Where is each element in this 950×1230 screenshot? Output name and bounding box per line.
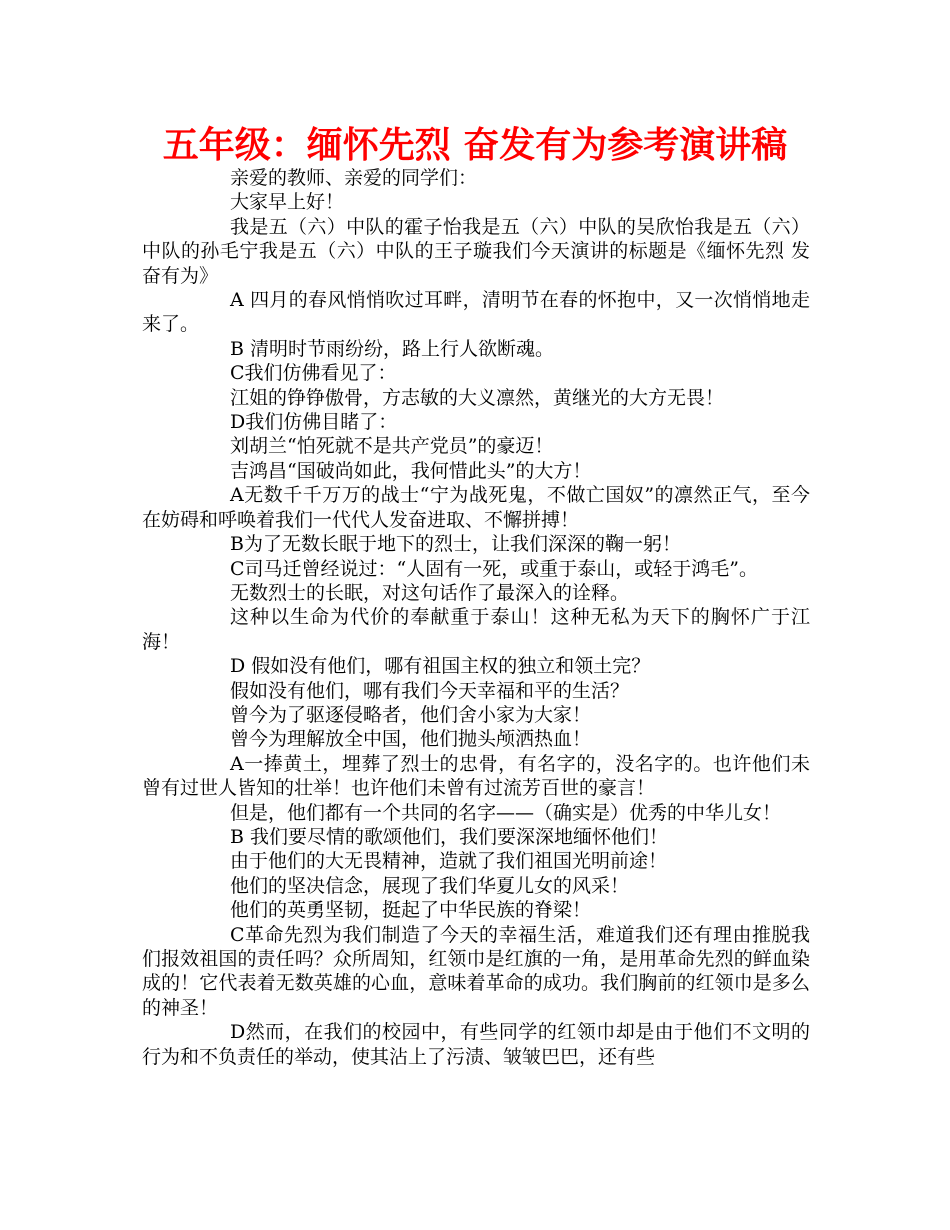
- paragraph: A无数千千万万的战士“宁为战死鬼，不做亡国奴”的凛然正气，至今在妨碍和呼唤着我们一代代人发奋进取、不懈拼搏！: [142, 484, 810, 531]
- paragraph: D 假如没有他们，哪有祖国主权的独立和领土完？: [230, 655, 651, 678]
- paragraph: 无数烈士的长眠，对这句话作了最深入的诠释。: [230, 581, 630, 604]
- paragraph: 江姐的铮铮傲骨，方志敏的大义凛然，黄继光的大方无畏！: [230, 386, 725, 409]
- paragraph: 我是五（六）中队的霍子怡我是五（六）中队的吴欣怡我是五（六）中队的孙毛宁我是五（六）中队的王子璇我们今天演讲的标题是《缅怀先烈 发奋有为》: [142, 215, 810, 287]
- paragraph: 吉鸿昌“国破尚如此，我何惜此头”的大方！: [230, 459, 592, 482]
- paragraph: 曾今为理解放全中国，他们抛头颅洒热血！: [230, 728, 592, 751]
- paragraph: C革命先烈为我们制造了今天的幸福生活，难道我们还有理由推脱我们报效祖国的责任吗？众所周知，红领巾是红旗的一角，是用革命先烈的鲜血染成的！它代表着无数英雄的心血，意味着革命的成功。我们胸前的红领巾是多么的神圣！: [142, 923, 810, 1019]
- document-title: 五年级：缅怀先烈 奋发有为参考演讲稿: [162, 125, 788, 166]
- paragraph: B 清明时节雨纷纷，路上行人欲断魂。: [230, 337, 555, 360]
- paragraph: 他们的英勇坚韧，挺起了中华民族的脊梁！: [230, 899, 592, 922]
- paragraph: 但是，他们都有一个共同的名字——（确实是）优秀的中华儿女！: [230, 801, 782, 824]
- paragraph: 曾今为了驱逐侵略者，他们舍小家为大家！: [230, 703, 592, 726]
- paragraph: D然而，在我们的校园中，有些同学的红领巾却是由于他们不文明的行为和不负责任的举动，使其沾上了污渍、皱皱巴巴，还有些: [142, 1021, 810, 1068]
- paragraph: 刘胡兰“怕死就不是共产党员”的豪迈！: [230, 435, 554, 458]
- paragraph: B为了无数长眠于地下的烈士，让我们深深的鞠一躬！: [230, 533, 681, 556]
- paragraph: C司马迁曾经说过：“人固有一死，或重于泰山，或轻于鸿毛”。: [230, 557, 758, 580]
- paragraph: 由于他们的大无畏精神，造就了我们祖国光明前途！: [230, 850, 668, 873]
- paragraph: C我们仿佛看见了：: [230, 362, 397, 385]
- paragraph: 这种以生命为代价的奉献重于泰山！这种无私为天下的胸怀广于江海！: [142, 606, 810, 653]
- paragraph: D我们仿佛目睹了：: [230, 411, 398, 434]
- paragraph: 他们的坚决信念，展现了我们华夏儿女的风采！: [230, 874, 630, 897]
- paragraph: B 我们要尽情的歌颂他们，我们要深深地缅怀他们！: [230, 825, 669, 848]
- paragraph: 亲爱的教师、亲爱的同学们：: [230, 167, 478, 189]
- document-body: [142, 166, 810, 1069]
- paragraph: A 四月的春风悄悄吹过耳畔，清明节在春的怀抱中，又一次悄悄地走来了。: [142, 289, 810, 336]
- paragraph: A一捧黄土，埋葬了烈士的忠骨，有名字的，没名字的。也许他们未曾有过世人皆知的壮举！也许他们未曾有过流芳百世的豪言！: [142, 752, 810, 800]
- paragraph: 假如没有他们，哪有我们今天幸福和平的生活？: [230, 679, 630, 702]
- paragraph: 大家早上好！: [230, 191, 345, 214]
